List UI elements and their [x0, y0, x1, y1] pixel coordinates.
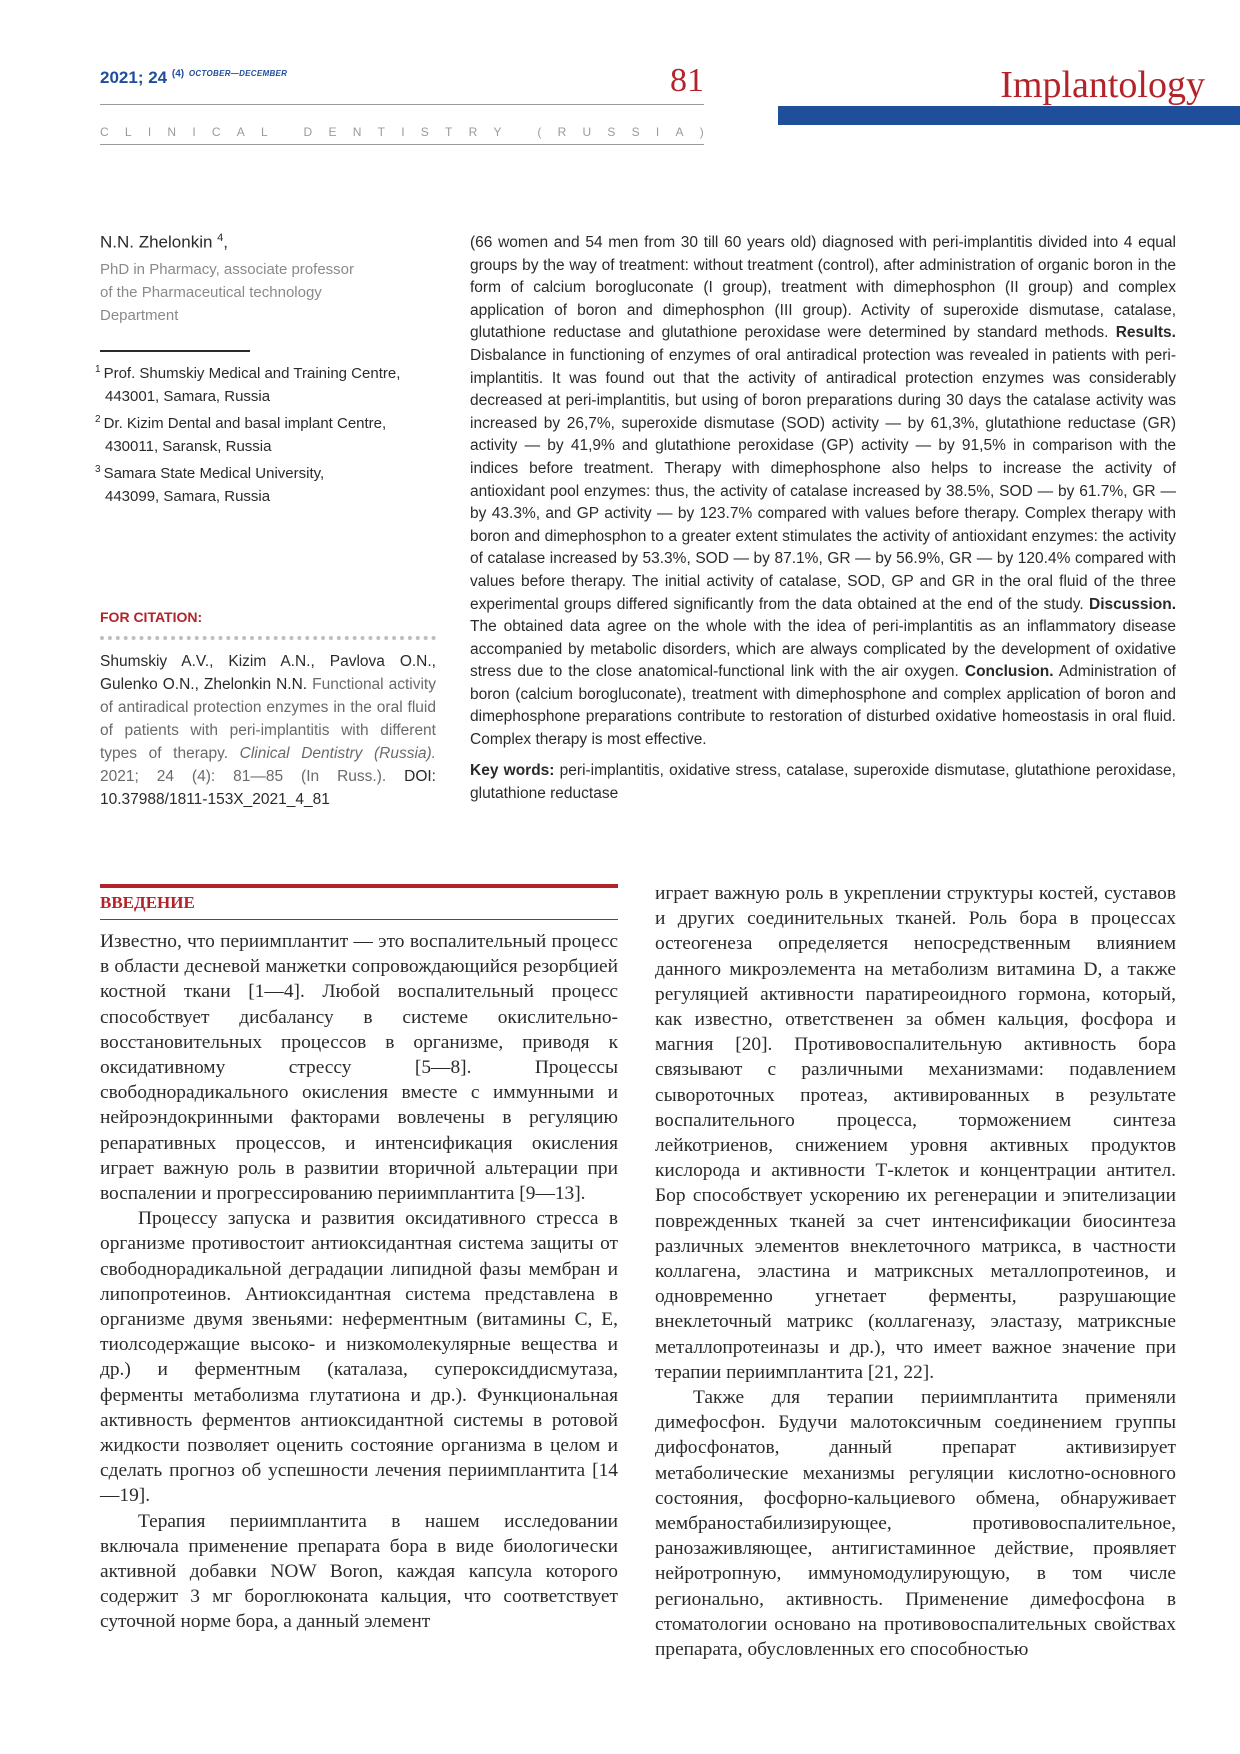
- body-paragraph: играет важную роль в укреплении структуры костей, суставов и других соединительных тканей. Роль бора в процессах остеогенеза определяется непосредственным влиянием данного микроэлемента на метаболизм витамина D, а также регуляцией активности паратиреоидного гормона, который, как известно, ответственен за обмен кальция, фосфора и магния [20]. Противовоспалительную активность бора связывают с различными механизмами: подавлением сывороточных протеаз, активированных в результате воспалительного процесса, торможением синтеза лейкотриенов, снижением уровня активных продуктов кислорода и активности Т-клеток и концентрации антител. Бор способствует ускорению их регенерации и эпителизации поврежденных тканей за счет интенсификации биосинтеза различных элементов внеклеточного матрикса, в частности коллагена, эластина и матриксных металлопротеинов, и одновременно угнетает ферменты, разрушающие внеклеточный матрикс (коллагеназу, эластазу, матриксные металлопротеиназы и др.), что имеет важное значение при терапии периимплантита [21, 22].: [655, 883, 1176, 1383]
- journal-letter: D: [303, 125, 313, 139]
- journal-letter: T: [377, 125, 385, 139]
- intro-heading: ВВЕДЕНИЕ: [100, 893, 195, 912]
- journal-letter: Y: [493, 125, 502, 139]
- abstract: [470, 232, 1176, 752]
- author-name-text: N.N. Zhelonkin: [100, 232, 213, 252]
- journal-letter: S: [420, 125, 429, 139]
- journal-letter: R: [468, 125, 478, 139]
- journal-letter: L: [261, 125, 268, 139]
- affiliations-rule: [100, 350, 250, 352]
- abstract-results-label: Results.: [1115, 324, 1176, 342]
- author-role-line: of the Pharmaceutical technology: [100, 284, 322, 301]
- journal-letter: [284, 125, 287, 139]
- affiliation-1: [95, 358, 425, 408]
- body-column-right: [655, 881, 1176, 1662]
- affiliation-address: 430011, Saransk, Russia: [105, 438, 272, 455]
- body-paragraph: Известно, что периимплантит — это воспалительный процесс в области десневой манжетки сопровождающийся резорбцией костной ткани [1—4]. Любой воспалительный процесс способствует дисбалансу в системе окислительно-восстановительных процессов в организме, приводя к оксидативному стрессу [5—8]. Процессы свободнорадикального окисления вместе с иммунными и нейроэндокринными факторами вовлечены в регуляцию репаративных процессов, и интенсификация окисления играет важную роль в развитии вторичной альтерации при воспалении и прогрессированию периимплантита [9—13].: [100, 931, 618, 1205]
- keywords: [470, 760, 1176, 805]
- journal-letter: N: [167, 125, 177, 139]
- journal-rule: [100, 144, 704, 145]
- journal-letter: S: [631, 125, 640, 139]
- keywords-list: peri-implantitis, oxidative stress, catalase, superoxide dismutase, glutathione peroxidase, glutathione reductase: [470, 762, 1176, 802]
- keywords-label: Key words:: [470, 762, 555, 779]
- intro-heading-bar: [100, 884, 618, 888]
- journal-name: [100, 125, 704, 139]
- journal-letter: U: [582, 125, 592, 139]
- journal-letter: N: [352, 125, 362, 139]
- affiliation-address: 443001, Samara, Russia: [105, 388, 271, 405]
- citation-journal: Clinical Dentistry (Russia).: [239, 745, 436, 762]
- body-paragraph: Терапия периимплантита в нашем исследовании включала применение препарата бора в виде биологически активной добавки NOW Boron, каждая капсула которого содержит 3 мг бороглюконата кальция, что соответствует суточной норме бора, а данный элемент: [100, 1510, 618, 1633]
- body-column-left: [100, 929, 618, 1635]
- abstract-conclusion-label: Conclusion.: [964, 663, 1054, 681]
- journal-letter: C: [100, 125, 109, 139]
- journal-letter: A: [236, 125, 245, 139]
- citation-heading: FOR CITATION:: [100, 609, 203, 625]
- author-name: [100, 232, 228, 253]
- citation-title: Functional activity of antiradical protection enzymes in the oral fluid of patients with peri-implantitis with different types of therapy.: [100, 676, 436, 762]
- journal-letter: S: [607, 125, 616, 139]
- journal-letter: I: [401, 125, 405, 139]
- body-paragraph: Процессу запуска и развития оксидативного стресса в организме противостоит антиоксидантная система защиты от свободнорадикальной деградации липидной фазы мембран и липопротеинов. Антиоксидантная система представлена в организме двумя звеньями: неферментным (витамины С, Е, тиолсодержащие высоко- и низкомолекулярные вещества и др.) и ферментным (каталаза, супероксиддисмутаза, ферменты метаболизма глутатиона и др.). Функциональная активность ферментов антиоксидантной системы в ротовой жидкости позволяет оценить состояние организма в целом и сделать прогноз об успешности лечения периимплантита [14—19].: [100, 1208, 618, 1507]
- affiliation-number: 3: [95, 464, 101, 475]
- section-bar: [778, 106, 1240, 125]
- intro-heading-rule: [100, 919, 618, 920]
- abstract-conclusion: Administration of boron (calcium borogluconate), treatment with dimephosphone and complex application of boron and dimephosphone preparations contribute to restoration of disturbed oxidative homeostasis in oral fluid. Complex therapy is most effective.: [470, 663, 1176, 749]
- citation-divider: [100, 636, 436, 640]
- section-title: Implantology: [1000, 64, 1205, 106]
- issue-info: [100, 68, 287, 88]
- affiliation-name: Samara State Medical University,: [103, 465, 325, 482]
- journal-letter: (: [537, 125, 542, 139]
- author-suffix: ,: [223, 232, 229, 252]
- page-number: 81: [670, 62, 704, 99]
- author-role-line: Department: [100, 307, 179, 324]
- journal-letter: [518, 125, 521, 139]
- affiliation-2: [95, 408, 425, 458]
- citation-doi: DOI: 10.37988/1811-153X_2021_4_81: [100, 768, 436, 808]
- issue-number: (4): [171, 68, 185, 80]
- affiliation-name: Dr. Kizim Dental and basal implant Centre,: [103, 415, 387, 432]
- abstract-results: Disbalance in functioning of enzymes of oral antiradical protection was revealed in patients with peri-implantitis. It was found out that the activity of antiradical protection enzymes was considerably decreased at peri-implantitis, but using of boron preparations during 30 days the catalase activity was increased by 26,7%, superoxide dismutase (SOD) activity — by 61,3%, glutathione reductase (GR) activity — by 41,9% and glutathione peroxidase (GP) activity — by 91,5% in comparison with the indices before treatment. Therapy with dimephosphone also helps to increase the activity of antioxidant pool enzymes: thus, the activity of catalase increased by 38.5%, SOD — by 61.7%, GR — by 43.3%, and GP activity — by 123.7% compared with values before therapy. Complex therapy with boron and dimephosphon to a greater extent stimulates the activity of antioxidant enzymes: the activity of catalase increased by 53.3%, SOD — by 87.1%, GR — by 56.9%, GR — by 120.4% compared with values before therapy. The initial activity of catalase, SOD, GP and GR in the oral fluid of the three experimental groups differed significantly from the data obtained at the end of the study.: [470, 346, 1176, 613]
- year-volume: 2021; 24: [100, 68, 168, 87]
- abstract-methods: (66 women and 54 men from 30 till 60 years old) diagnosed with peri-implantitis divided into 4 equal groups by the way of treatment: without treatment (control), after administration of organic boron in the form of calcium borogluconate (I group), treatment with dimephosphon (II group) and complex application of boron and dimephosphon (III group). Activity of superoxide dismutase, catalase, glutathione reductase and glutathione peroxidase were determined by standard methods.: [470, 234, 1176, 342]
- affiliation-number: 2: [95, 414, 101, 425]
- affiliation-3: [95, 458, 425, 508]
- header-rule: [100, 104, 704, 105]
- citation-authors: Shumskiy A.V., Kizim A.N., Pavlova O.N., Gulenko O.N., Zhelonkin N.N.: [100, 653, 436, 693]
- abstract-discussion: The obtained data agree on the whole with the idea of peri-implantitis as an inflammatory disease accompanied by metabolic disorders, which are always complicated by the development of oxidative stress due to the close anatomical-functional link with the air oxygen.: [470, 618, 1176, 681]
- issue-months: OCTOBER—DECEMBER: [188, 69, 288, 78]
- journal-letter: E: [328, 125, 337, 139]
- journal-letter: R: [557, 125, 567, 139]
- journal-letter: A: [675, 125, 684, 139]
- journal-letter: I: [655, 125, 660, 139]
- citation-text: [100, 650, 436, 811]
- author-role-line: PhD in Pharmacy, associate professor: [100, 261, 354, 278]
- affiliation-number: 1: [95, 364, 101, 375]
- affiliation-address: 443099, Samara, Russia: [105, 488, 271, 505]
- body-paragraph: Также для терапии периимплантита применяли димефосфон. Будучи малотоксичным соединением группы дифосфонатов, данный препарат активизирует метаболические механизмы регуляции кислотно-основного состояния, фосфорно-кальциевого обмена, обнаруживает мембраностабилизирующее, противовоспалительное, ранозаживляющее, антигистаминное действие, проявляет нейротропную, иммуномодулирующую, в том числе регионально, активность. Применение димефосфона в стоматологии основано на противовоспалительных свойствах препарата, обусловленных его способностью: [655, 1387, 1176, 1661]
- journal-letter: L: [124, 125, 132, 139]
- journal-letter: C: [211, 125, 221, 139]
- journal-letter: T: [445, 125, 453, 139]
- author-role: [100, 258, 400, 327]
- journal-letter: ): [699, 125, 704, 139]
- abstract-discussion-label: Discussion.: [1089, 595, 1176, 613]
- author-affiliation-number: 4: [217, 232, 224, 244]
- citation-details: 2021; 24 (4): 81—85 (In Russ.).: [100, 768, 387, 785]
- affiliation-name: Prof. Shumskiy Medical and Training Centre,: [103, 365, 401, 382]
- journal-letter: I: [147, 125, 152, 139]
- journal-letter: I: [192, 125, 196, 139]
